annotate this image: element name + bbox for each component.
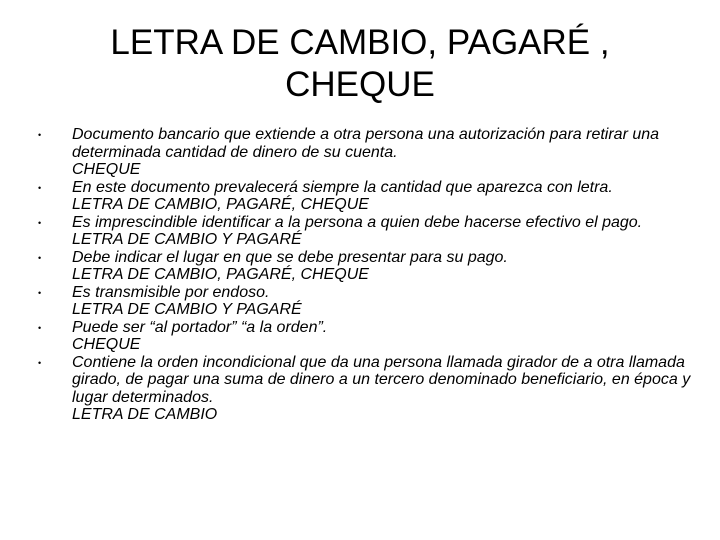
slide-title <box>40 22 680 106</box>
list-item <box>38 126 698 179</box>
item-statement: Es transmisible por endoso. <box>72 283 270 301</box>
item-statement: Documento bancario que extiende a otra persona una autorización para retirar una determinada cantidad de dinero de su cuenta. <box>72 126 660 161</box>
bullet-icon: • <box>38 182 42 193</box>
item-statement: Contiene la orden incondicional que da una persona llamada girador de a otra llamada girado, de pagar una suma de dinero a un tercero denominado beneficiario, en época y lugar determinados. <box>72 353 691 406</box>
title-line-2: CHEQUE <box>285 65 435 104</box>
item-answer: LETRA DE CAMBIO, PAGARÉ, CHEQUE <box>72 196 369 213</box>
item-statement: Es imprescindible identificar a la persona a quien debe hacerse efectivo el pago. <box>72 213 643 231</box>
bullet-icon: • <box>38 322 42 333</box>
list-item <box>38 179 698 214</box>
bullet-icon: • <box>38 130 42 140</box>
bullet-icon: • <box>38 217 42 228</box>
item-statement: Puede ser “al portador” “a la orden”. <box>72 318 328 336</box>
list-item <box>38 249 698 284</box>
list-item <box>38 284 698 319</box>
item-answer: LETRA DE CAMBIO, PAGARÉ, CHEQUE <box>72 266 369 283</box>
list-item <box>38 354 698 424</box>
item-answer: CHEQUE <box>72 161 141 178</box>
bullet-icon: • <box>38 287 42 298</box>
bullet-list <box>38 126 698 424</box>
item-answer: CHEQUE <box>72 336 141 353</box>
item-statement: Debe indicar el lugar en que se debe presentar para su pago. <box>72 248 508 266</box>
item-answer: LETRA DE CAMBIO Y PAGARÉ <box>72 231 302 248</box>
item-answer: LETRA DE CAMBIO Y PAGARÉ <box>72 301 302 318</box>
item-answer: LETRA DE CAMBIO <box>72 406 218 423</box>
list-item <box>38 214 698 249</box>
bullet-icon: • <box>38 252 42 263</box>
bullet-icon: • <box>38 357 42 368</box>
list-item <box>38 319 698 354</box>
title-line-1: LETRA DE CAMBIO, PAGARÉ , <box>110 23 610 62</box>
item-statement: En este documento prevalecerá siempre la cantidad que aparezca con letra. <box>72 178 613 196</box>
